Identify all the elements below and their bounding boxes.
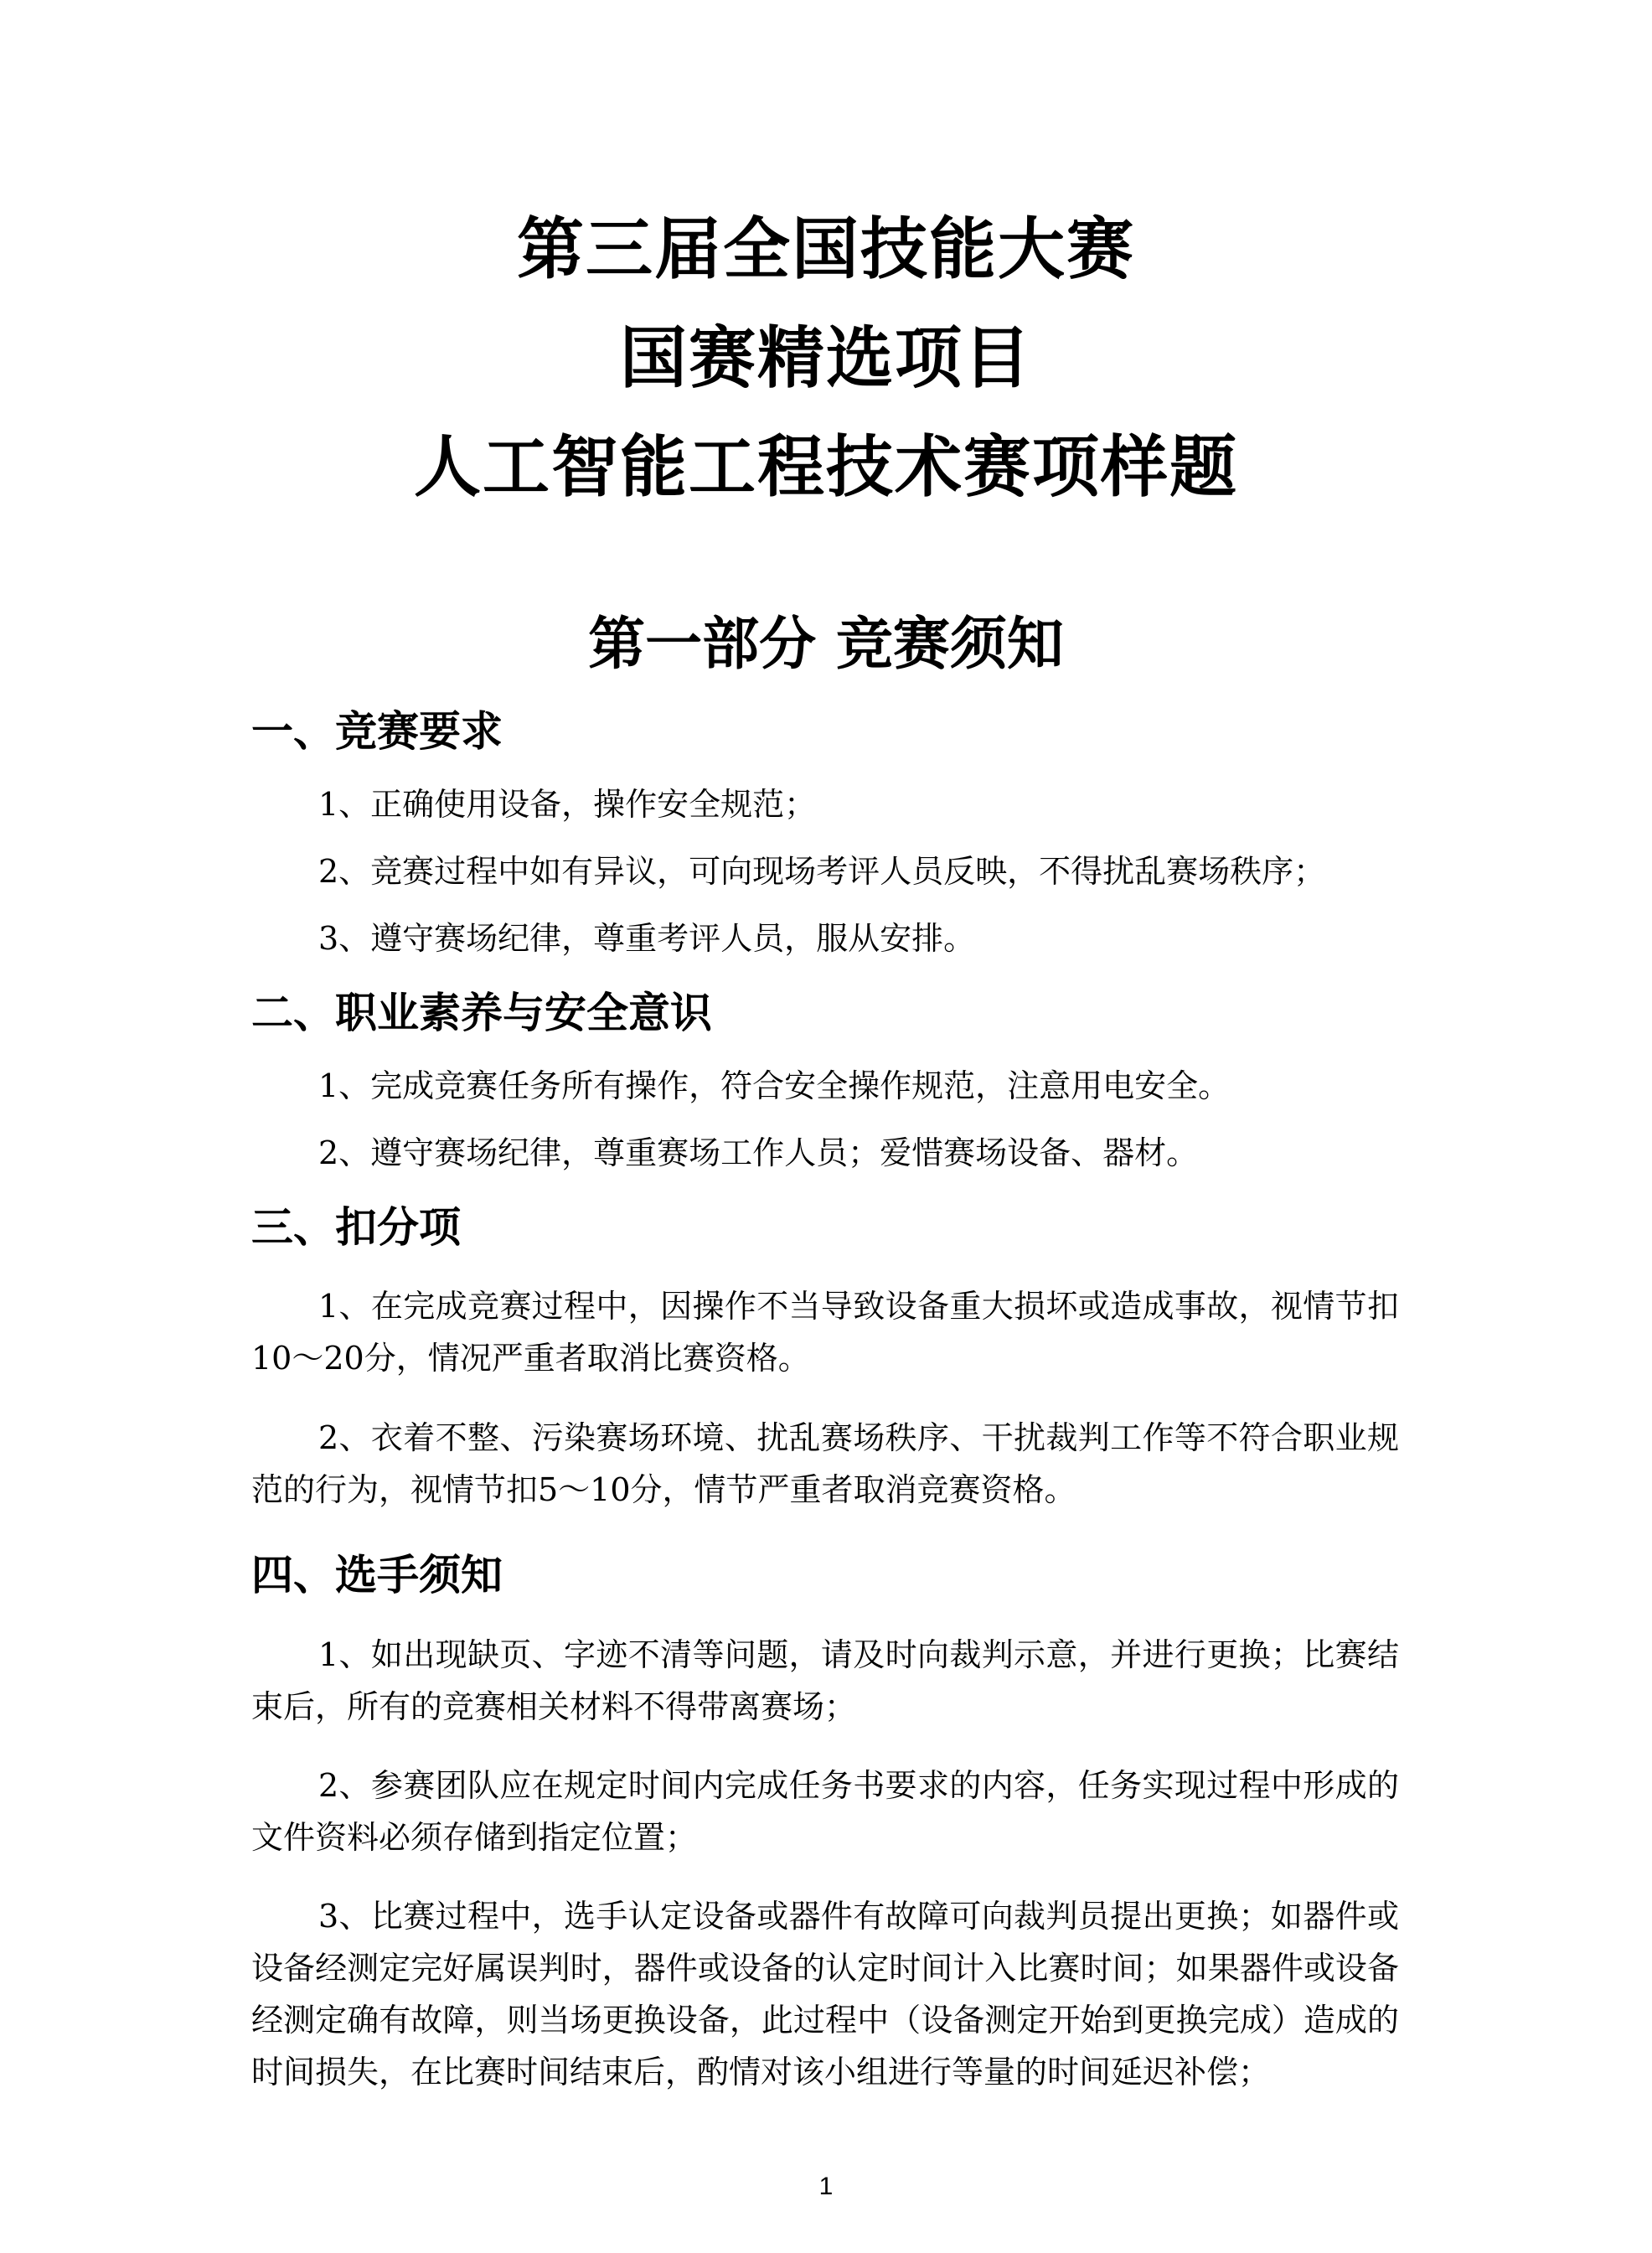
main-title-line-2: 国赛精选项目 [620, 319, 1032, 397]
section-heading-contestant-notice: 四、选手须知 [251, 1551, 503, 1599]
paragraph: 1、在完成竞赛过程中，因操作不当导致设备重大损坏或造成事故，视情节扣10～20分，情况严重者取消比赛资格。 [251, 1288, 1399, 1377]
paragraph: 1、如出现缺页、字迹不清等问题，请及时向裁判示意，并进行更换；比赛结束后，所有的竞赛相关材料不得带离赛场； [251, 1636, 1399, 1725]
main-title-line-1: 第三届全国技能大赛 [517, 210, 1135, 288]
main-title-line-3: 人工智能工程技术赛项样题 [414, 428, 1238, 506]
section-heading-competition-requirements: 一、竞赛要求 [251, 707, 503, 756]
paragraph: 2、参赛团队应在规定时间内完成任务书要求的内容，任务实现过程中形成的文件资料必须存储到指定位置； [251, 1767, 1399, 1856]
list-item: 1、完成竞赛任务所有操作，符合安全操作规范，注意用电安全。 [318, 1067, 1231, 1104]
list-item: 1、正确使用设备，操作安全规范； [318, 786, 817, 823]
part-title: 第一部分 竞赛须知 [588, 612, 1064, 678]
list-item: 3、遵守赛场纪律，尊重考评人员，服从安排。 [318, 920, 976, 957]
section-heading-professionalism-safety: 二、职业素养与安全意识 [251, 989, 712, 1037]
paragraph: 3、比赛过程中，选手认定设备或器件有故障可向裁判员提出更换；如器件或设备经测定完好属误判时，器件或设备的认定时间计入比赛时间；如果器件或设备经测定确有故障，则当场更换设备，此过程中（设备测定开始到更换完成）造成的时间损失，在比赛时间结束后，酌情对该小组进行等量的时间延迟补偿； [251, 1898, 1399, 2090]
list-item: 2、竞赛过程中如有异议，可向现场考评人员反映，不得扰乱赛场秩序； [318, 853, 1326, 890]
list-item: 2、遵守赛场纪律，尊重赛场工作人员；爱惜赛场设备、器材。 [318, 1134, 1199, 1171]
section-heading-deductions: 三、扣分项 [251, 1203, 461, 1252]
page-number: 1 [818, 2173, 834, 2200]
paragraph: 2、衣着不整、污染赛场环境、扰乱赛场秩序、干扰裁判工作等不符合职业规范的行为，视情节扣5～10分，情节严重者取消竞赛资格。 [251, 1419, 1399, 1508]
